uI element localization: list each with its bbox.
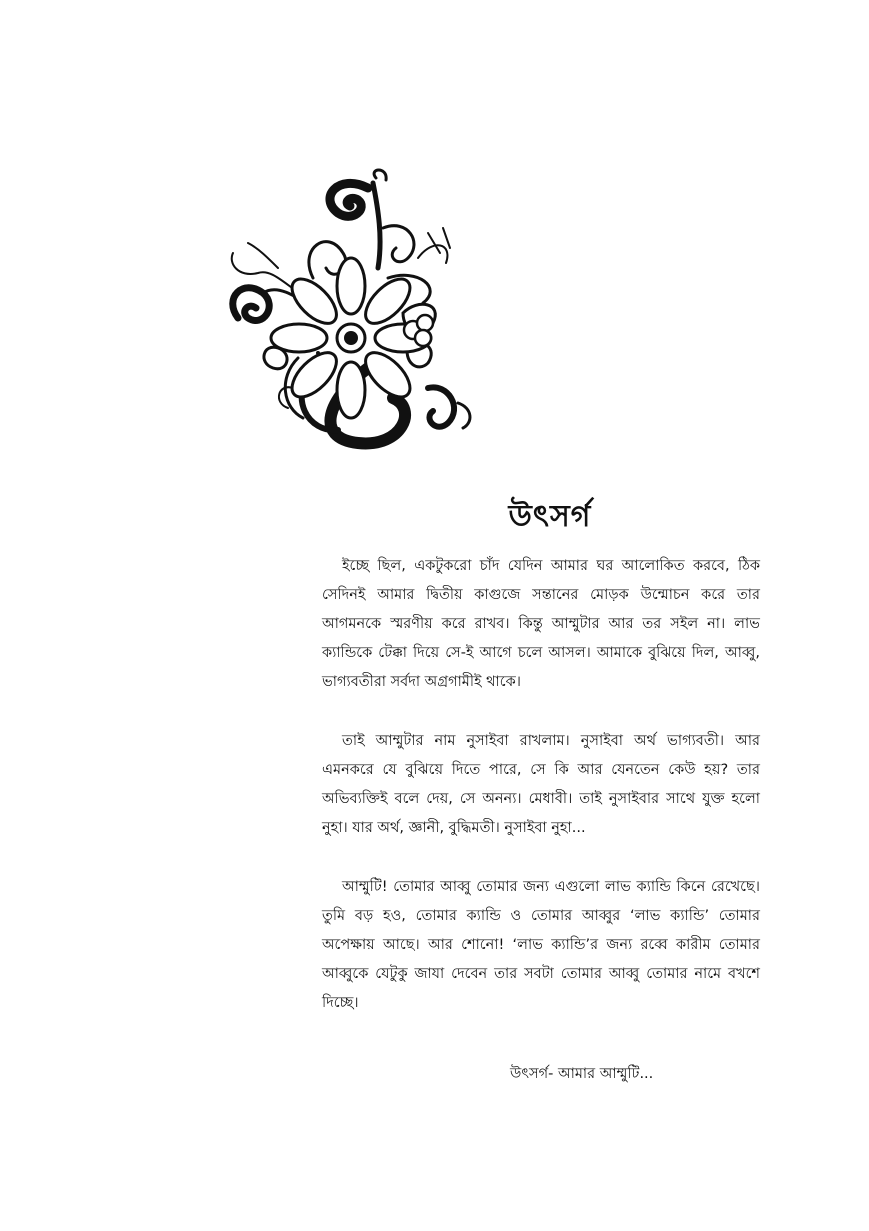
signature: উৎসর্গ- আমার আম্মুটি... (510, 1066, 654, 1082)
dedication-body (322, 552, 760, 1048)
paragraph-1: ইচ্ছে ছিল, একটুকরো চাঁদ যেদিন আমার ঘর আলোকিত করবে, ঠিক সেদিনই আমার দ্বিতীয় কাগুজে সন্তানের মোড়ক উন্মোচন করে তার আগমনকে স্মরণীয় করে রাখব। কিন্তু আম্মুটার আর তর সইল না। লাভ ক্যান্ডিকে টেক্কা দিয়ে সে-ই আগে চলে আসল। আমাকে বুঝিয়ে দিল, আব্বু, ভাগ্যবতীরা সর্বদা অগ্রগামীই থাকে। (322, 558, 760, 690)
floral-ornament-icon (218, 168, 480, 453)
paragraph-3: আম্মুটি! তোমার আব্বু তোমার জন্য এগুলো লাভ ক্যান্ডি কিনে রেখেছে। তুমি বড় হও, তোমার ক্যান্ডি ও তোমার আব্বুর ‘লাভ ক্যান্ডি’ তোমার অপেক্ষায় আছে। আর শোনো! ‘লাভ ক্যান্ডি’র জন্য রব্বে কারীম তোমার আব্বুকে যেটুকু জাযা দেবেন তার সবটা তোমার আব্বু তোমার নামে বখশে দিচ্ছে। (322, 879, 761, 1011)
paragraph-2: তাই আম্মুটার নাম নুসাইবা রাখলাম। নুসাইবা অর্থ ভাগ্যবতী। আর এমনকরে যে বুঝিয়ে দিতে পারে, সে কি আর যেনতেন কেউ হয়? তার অভিব্যক্তিই বলে দেয়, সে অনন্য। মেধাবী। তাই নুসাইবার সাথে যুক্ত হলো নুহা। যার অর্থ, জ্ঞানী, বুদ্ধিমতী। নুসাইবা নুহা... (322, 733, 760, 836)
page-title: উৎসর্গ (508, 499, 592, 534)
